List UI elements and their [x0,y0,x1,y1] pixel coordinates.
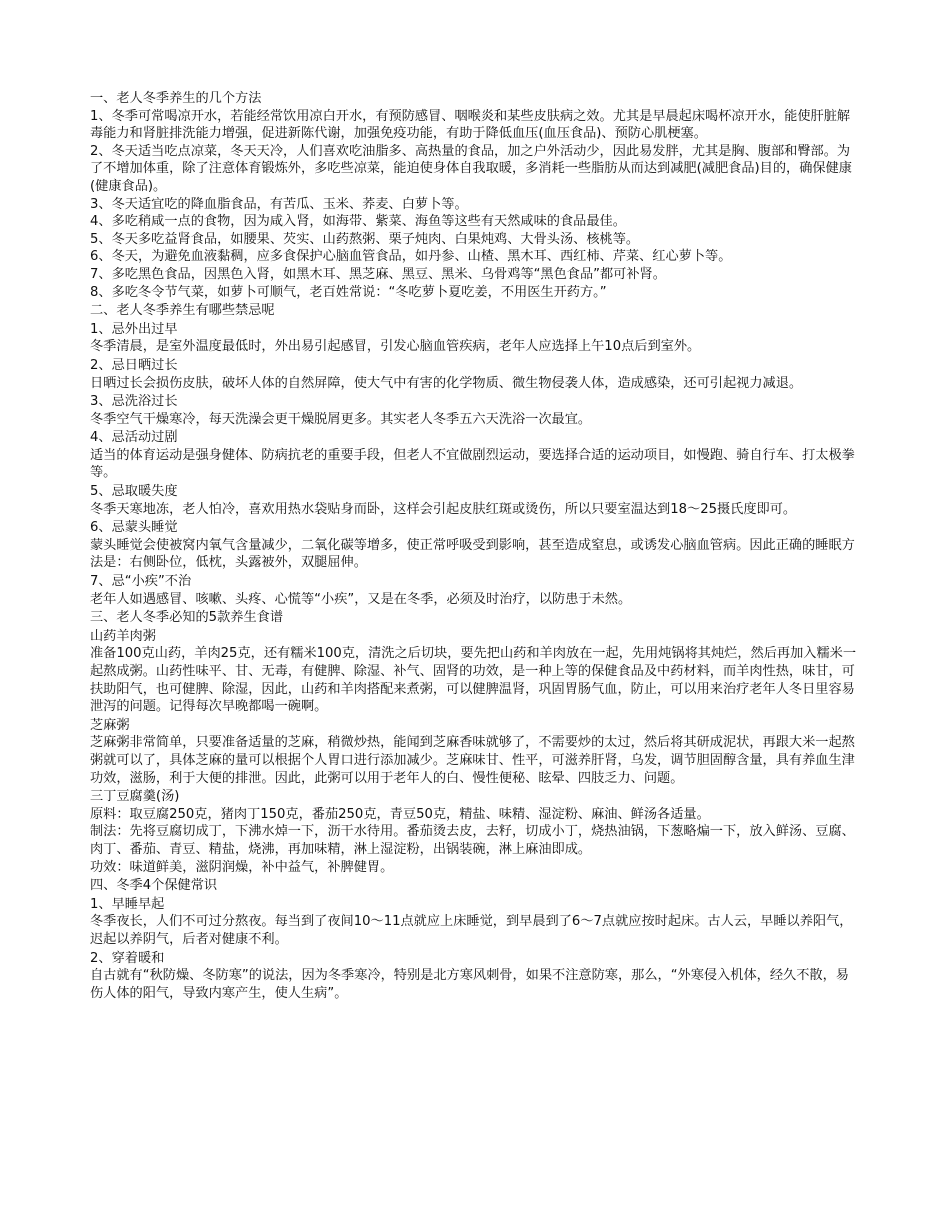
paragraph: 老年人如遇感冒、咳嗽、头疼、心慌等“小疾”，又是在冬季，必须及时治疗，以防患于未然。 [90,591,632,607]
paragraph: 冬季空气干燥寒冷，每天洗澡会更干燥脱屑更多。其实老人冬季五六天洗浴一次最宜。 [90,411,592,427]
subheading: 4、忌活动过剧 [90,430,178,446]
subheading: 5、忌取暖失度 [90,484,178,500]
section-heading: 三、老人冬季必知的5款养生食谱 [90,610,284,626]
section-heading: 四、冬季4个保健常识 [90,878,218,894]
section-heading: 二、老人冬季养生有哪些禁忌呢 [90,303,275,319]
paragraph: 准备100克山药，羊肉25克，还有糯米100克，清洗之后切块，要先把山药和羊肉放在一起，先用炖锅将其炖烂，然后再加入糯米一起熬成粥。山药性味平、甘、无毒，有健脾、除湿、补气、固肾的功效，是一种上等的保健食品及中药材料，而羊肉性热，味甘，可扶助阳气，也可健脾、除湿，因此，山药和羊肉搭配来煮粥，可以健脾温肾，巩固胃肠气血，防止，可以用来治疗老年人冬日里容易泄泻的问题。记得每次早晚都喝一碗啊。 [90,646,857,715]
subheading: 6、忌蒙头睡觉 [90,520,178,536]
paragraph: 冬季夜长，人们不可过分熬夜。每当到了夜间10～11点就应上床睡觉，到早晨到了6～7点就应按时起床。古人云，早睡以养阳气，迟起以养阴气，后者对健康不利。 [90,914,853,947]
paragraph: 8、多吃冬令节气菜，如萝卜可顺气，老百姓常说：“冬吃萝卜夏吃姜，不用医生开药方。” [90,284,607,300]
subheading: 2、穿着暖和 [90,950,165,966]
paragraph: 1、冬季可常喝凉开水，若能经常饮用凉白开水，有预防感冒、咽喉炎和某些皮肤病之效。尤其是早晨起床喝杯凉开水，能使肝脏解毒能力和肾脏排洗能力增强，促进新陈代谢，加强免疫功能，有助于降低血压(血压食品)、预防心肌梗塞。 [90,108,851,142]
subheading: 2、忌日晒过长 [90,357,178,373]
paragraph: 日晒过长会损伤皮肤，破坏人体的自然屏障，使大气中有害的化学物质、微生物侵袭人体，造成感染，还可引起视力减退。 [90,375,803,391]
paragraph: 冬季天寒地冻，老人怕冷，喜欢用热水袋贴身而卧，这样会引起皮肤红斑或烫伤，所以只要室温达到18～25摄氏度即可。 [90,501,797,517]
recipe-title: 芝麻粥 [90,717,130,733]
paragraph: 原料：取豆腐250克，猪肉丁150克，番茄250克，青豆50克，精盐、味精、湿淀粉、麻油、鲜汤各适量。 [90,806,710,822]
paragraph: 蒙头睡觉会使被窝内氧气含量减少，二氧化碳等增多，使正常呼吸受到影响，甚至造成窒息，或诱发心脑血管病。因此正确的睡眠方法是：右侧卧位，低枕，头露被外，双腿屈伸。 [90,537,855,571]
paragraph: 适当的体育运动是强身健体、防病抗老的重要手段，但老人不宜做剧烈运动，要选择合适的运动项目，如慢跑、骑自行车、打太极拳等。 [90,447,855,481]
paragraph: 功效：味道鲜美，滋阴润燥，补中益气，补脾健胃。 [90,859,394,875]
paragraph: 自古就有“秋防燥、冬防寒”的说法，因为冬季寒冷，特别是北方寒风刺骨，如果不注意防寒，那么，“外寒侵入机体，经久不散，易伤人体的阳气，导致内寒产生，使人生病”。 [90,968,849,1001]
paragraph: 冬季清晨，是室外温度最低时，外出易引起感冒，引发心脑血管疾病，老年人应选择上午10点后到室外。 [90,339,701,355]
document-body [90,89,860,1002]
recipe-title: 山药羊肉粥 [90,628,156,644]
subheading: 1、早睡早起 [90,896,165,912]
paragraph: 2、冬天适当吃点凉菜，冬天天冷，人们喜欢吃油脂多、高热量的食品，加之户外活动少，因此易发胖，尤其是胸、腹部和臀部。为了不增加体重，除了注意体育锻炼外，多吃些凉菜，能迫使身体自我取暖，多消耗一些脂肪从而达到减肥(减肥食品)目的，确保健康(健康食品)。 [90,143,852,194]
paragraph: 5、冬天多吃益肾食品，如腰果、芡实、山药熬粥、栗子炖肉、白果炖鸡、大骨头汤、核桃等。 [90,231,640,247]
paragraph: 6、冬天，为避免血液黏稠，应多食保护心脑血管食品，如丹参、山楂、黑木耳、西红柿、芹菜、红心萝卜等。 [90,249,732,265]
subheading: 3、忌洗浴过长 [90,394,178,410]
subheading: 1、忌外出过早 [90,321,178,337]
paragraph: 7、多吃黑色食品，因黑色入肾，如黑木耳、黑芝麻、黑豆、黑米、乌骨鸡等“黑色食品”都可补肾。 [90,266,666,282]
section-heading: 一、老人冬季养生的几个方法 [90,91,262,106]
paragraph: 3、冬天适宜吃的降血脂食品，有苦瓜、玉米、荞麦、白萝卜等。 [90,196,468,212]
recipe-title: 三丁豆腐羹(汤) [90,789,180,805]
paragraph: 制法：先将豆腐切成丁，下沸水焯一下，沥干水待用。番茄烫去皮，去籽，切成小丁，烧热油锅，下葱略煸一下，放入鲜汤、豆腐、肉丁、番茄、青豆、精盐，烧沸，再加味精，淋上湿淀粉，出锅装碗，淋上麻油即成。 [90,824,855,857]
paragraph: 芝麻粥非常简单，只要准备适量的芝麻，稍微炒热，能闻到芝麻香味就够了，不需要炒的太过，然后将其研成泥状，再跟大米一起熬粥就可以了，具体芝麻的量可以根据个人胃口进行添加减少。芝麻味甘、性平，可滋养肝肾，乌发，调节胆固醇含量，具有养血生津功效，滋肠，利于大便的排泄。因此，此粥可以用于老年人的白、慢性便秘、眩晕、四肢乏力、问题。 [90,735,855,786]
paragraph: 4、多吃稍咸一点的食物，因为咸入肾，如海带、紫菜、海鱼等这些有天然咸味的食品最佳。 [90,214,626,230]
subheading: 7、忌“小疾”不治 [90,574,192,590]
